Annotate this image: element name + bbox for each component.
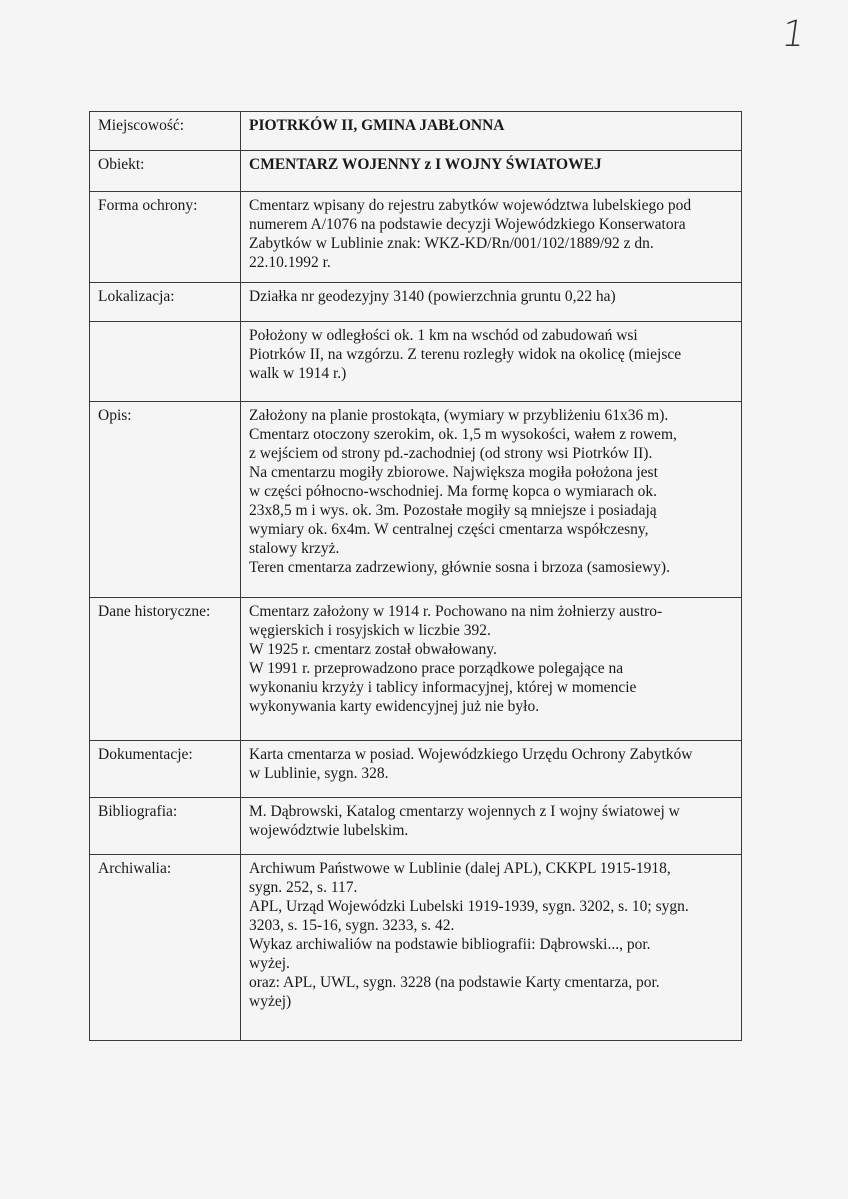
field-label: Bibliografia:: [90, 798, 241, 855]
text-line: wykonaniu krzyży i tablicy informacyjnej, której w momencie: [249, 679, 637, 696]
text-line: 3203, s. 15-16, sygn. 3233, s. 42.: [249, 917, 455, 934]
row-location: [90, 112, 742, 151]
field-value: [241, 741, 742, 798]
text-line: CMENTARZ WOJENNY z I WOJNY ŚWIATOWEJ: [249, 156, 602, 173]
row-documentation: [90, 741, 742, 798]
text-line: Karta cmentarza w posiad. Wojewódzkiego Urzędu Ochrony Zabytków: [249, 746, 693, 763]
page-number: 1: [779, 14, 808, 55]
text-line: Cmentarz założony w 1914 r. Pochowano na nim żołnierzy austro-: [249, 603, 663, 620]
text-line: wymiary ok. 6x4m. W centralnej części cmentarza współczesny,: [249, 521, 649, 538]
text-line: Założony na planie prostokąta, (wymiary w przybliżeniu 61x36 m).: [249, 407, 669, 424]
text-line: Cmentarz wpisany do rejestru zabytków województwa lubelskiego pod: [249, 197, 692, 214]
field-value: [241, 855, 742, 1041]
text-line: W 1925 r. cmentarz został obwałowany.: [249, 641, 497, 658]
row-object: [90, 151, 742, 192]
text-line: Piotrków II, na wzgórzu. Z terenu rozległy widok na okolicę (miejsce: [249, 346, 682, 363]
field-label: Lokalizacja:: [90, 283, 241, 322]
text-line: Archiwum Państwowe w Lublinie (dalej APL), CKKPL 1915-1918,: [249, 860, 671, 877]
field-value: [241, 798, 742, 855]
row-description: [90, 402, 742, 598]
text-line: Wykaz archiwaliów na podstawie bibliografii: Dąbrowski..., por.: [249, 936, 651, 953]
row-historical-data: [90, 598, 742, 741]
text-line: wykonywania karty ewidencyjnej już nie było.: [249, 698, 540, 715]
field-value: [241, 283, 742, 322]
field-value: [241, 322, 742, 402]
row-protection-form: [90, 192, 742, 283]
text-line: w części północno-wschodniej. Ma formę kopca o wymiarach ok.: [249, 483, 658, 500]
field-label: Opis:: [90, 402, 241, 598]
text-line: walk w 1914 r.): [249, 365, 347, 382]
text-line: Na cmentarzu mogiły zbiorowe. Największa mogiła położona jest: [249, 464, 658, 481]
row-bibliography: [90, 798, 742, 855]
text-line: M. Dąbrowski, Katalog cmentarzy wojennych z I wojny światowej w: [249, 803, 680, 820]
text-line: Cmentarz otoczony szerokim, ok. 1,5 m wysokości, wałem z rowem,: [249, 426, 677, 443]
text-line: Zabytków w Lublinie znak: WKZ-KD/Rn/001/102/1889/92 z dn.: [249, 235, 654, 252]
field-label: Dokumentacje:: [90, 741, 241, 798]
row-localization-detail: [90, 322, 742, 402]
record-card-table: [89, 111, 742, 1041]
field-label: Archiwalia:: [90, 855, 241, 1041]
text-line: PIOTRKÓW II, GMINA JABŁONNA: [249, 117, 505, 134]
field-value: [241, 192, 742, 283]
text-line: Położony w odległości ok. 1 km na wschód od zabudowań wsi: [249, 327, 638, 344]
field-label: Forma ochrony:: [90, 192, 241, 283]
field-value: [241, 598, 742, 741]
text-line: stalowy krzyż.: [249, 540, 340, 557]
field-label: Dane historyczne:: [90, 598, 241, 741]
text-line: sygn. 252, s. 117.: [249, 879, 358, 896]
row-localization: [90, 283, 742, 322]
text-line: z wejściem od strony pd.-zachodniej (od strony wsi Piotrków II).: [249, 445, 653, 462]
text-line: w Lublinie, sygn. 328.: [249, 765, 389, 782]
field-label: Miejscowość:: [90, 112, 241, 151]
field-value: [241, 112, 742, 151]
field-label: [90, 322, 241, 402]
field-value: [241, 402, 742, 598]
text-line: oraz: APL, UWL, sygn. 3228 (na podstawie Karty cmentarza, por.: [249, 974, 660, 991]
text-line: numerem A/1076 na podstawie decyzji Wojewódzkiego Konserwatora: [249, 216, 686, 233]
text-line: Działka nr geodezyjny 3140 (powierzchnia gruntu 0,22 ha): [249, 288, 616, 305]
text-line: wyżej): [249, 993, 292, 1010]
text-line: Teren cmentarza zadrzewiony, głównie sosna i brzoza (samosiewy).: [249, 559, 670, 576]
field-label: Obiekt:: [90, 151, 241, 192]
text-line: 22.10.1992 r.: [249, 254, 331, 271]
text-line: wyżej.: [249, 955, 290, 972]
text-line: 23x8,5 m i wys. ok. 3m. Pozostałe mogiły są mniejsze i posiadają: [249, 502, 657, 519]
text-line: APL, Urząd Wojewódzki Lubelski 1919-1939, sygn. 3202, s. 10; sygn.: [249, 898, 689, 915]
text-line: węgierskich i rosyjskich w liczbie 392.: [249, 622, 491, 639]
text-line: W 1991 r. przeprowadzono prace porządkowe polegające na: [249, 660, 624, 677]
text-line: województwie lubelskim.: [249, 822, 409, 839]
field-value: [241, 151, 742, 192]
row-archives: [90, 855, 742, 1041]
